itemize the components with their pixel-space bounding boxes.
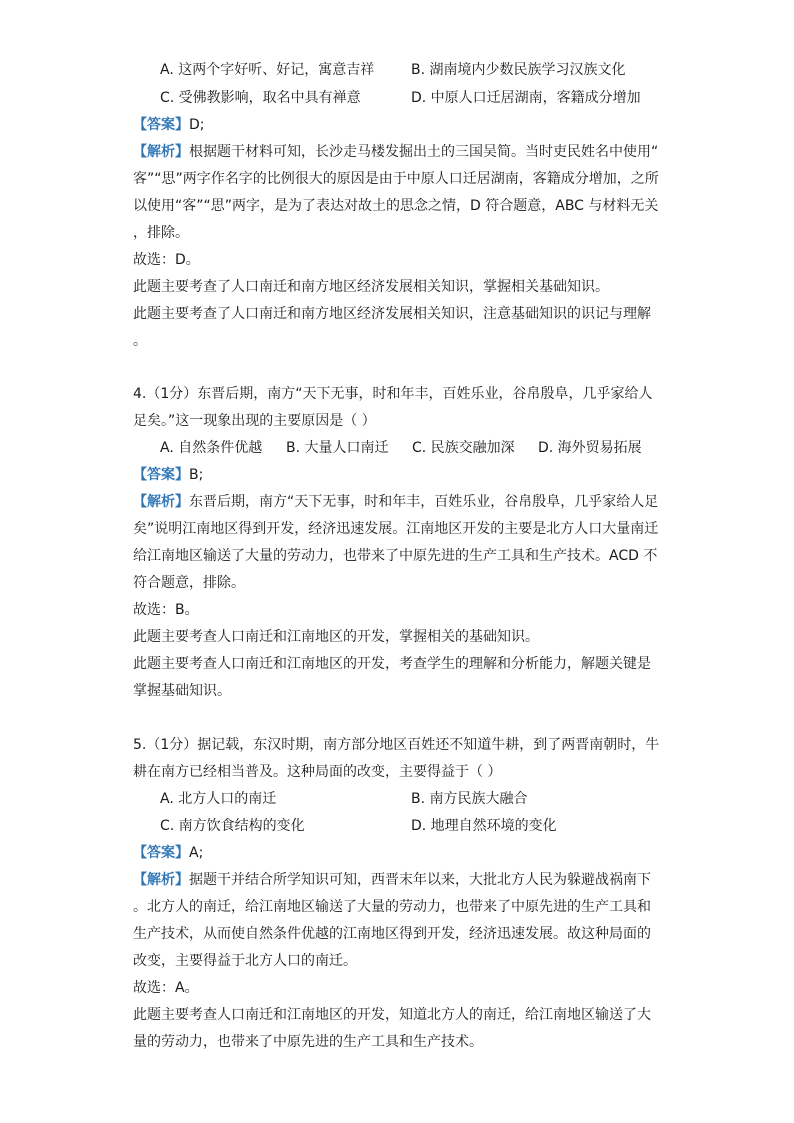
q4-analysis-line [133, 493, 663, 511]
q3-analysis-line: ，排除。 [133, 225, 189, 241]
q4-note: 此题主要考查人口南迁和江南地区的开发，考查学生的理解和分析能力，解题关键是 [133, 656, 651, 672]
q4-option-d: D. 海外贸易拓展 [538, 440, 642, 456]
analysis-tag: 【解析】 [133, 494, 189, 510]
q5-note: 此题主要考查人口南迁和江南地区的开发，知道北方人的南迁，给江南地区输送了大 [133, 1007, 651, 1023]
q5-answer [133, 844, 663, 862]
answer-tag: 【答案】 [133, 845, 189, 861]
analysis-tag: 【解析】 [133, 872, 189, 888]
q4-answer [133, 466, 663, 484]
q4-analysis-line: 符合题意，排除。 [133, 575, 245, 591]
q5-stem: 5.（1分）据记载，东汉时期，南方部分地区百姓还不知道牛耕，到了两晋南朝时，牛 [133, 737, 660, 753]
q4-note: 此题主要考查人口南迁和江南地区的开发，掌握相关的基础知识。 [133, 629, 539, 645]
q3-option-b: B. 湖南境内少数民族学习汉族文化 [411, 62, 626, 78]
analysis-tag: 【解析】 [133, 144, 189, 160]
q3-note: 此题主要考查了人口南迁和南方地区经济发展相关知识，注意基础知识的识记与理解 [133, 306, 651, 322]
analysis-text: 东晋后期，南方“天下无事，时和年丰，百姓乐业，谷帛殷阜，几乎家给人足 [189, 494, 659, 510]
q3-analysis-line [133, 143, 663, 161]
answer-value: D; [189, 117, 205, 133]
q3-option-c: C. 受佛教影响，取名中具有禅意 [160, 90, 361, 106]
q5-analysis-line: 生产技术，从而使自然条件优越的江南地区得到开发，经济迅速发展。故这种局面的 [133, 926, 651, 942]
q3-note: 。 [133, 333, 147, 349]
q5-analysis-line: 改变，主要得益于北方人口的南迁。 [133, 953, 357, 969]
q5-option-b: B. 南方民族大融合 [411, 791, 528, 807]
answer-tag: 【答案】 [133, 467, 189, 483]
q4-analysis-line: 给江南地区输送了大量的劳动力，也带来了中原先进的生产工具和生产技术。ACD 不 [133, 548, 658, 564]
q5-stem: 耕在南方已经相当普及。这种局面的改变，主要得益于（ ） [133, 764, 502, 780]
analysis-text: 根据题干材料可知，长沙走马楼发掘出土的三国吴简。当时吏民姓名中使用“ [189, 144, 659, 160]
q4-option-b: B. 大量人口南迁 [286, 440, 389, 456]
q5-analysis-line [133, 871, 663, 889]
q5-option-a: A. 北方人口的南迁 [160, 791, 277, 807]
q4-option-c: C. 民族交融加深 [412, 440, 515, 456]
q3-option-d: D. 中原人口迁居湖南，客籍成分增加 [411, 90, 641, 106]
q3-analysis-line: 以使用“客”“思”两字，是为了表达对故土的思念之情，D 符合题意，ABC 与材料无关 [133, 198, 659, 214]
q5-option-c: C. 南方饮食结构的变化 [160, 818, 305, 834]
q4-stem: 4.（1分）东晋后期，南方“天下无事，时和年丰，百姓乐业，谷帛殷阜，几乎家给人 [133, 386, 653, 402]
q5-note: 量的劳动力，也带来了中原先进的生产工具和生产技术。 [133, 1034, 483, 1050]
q4-choose: 故选：B。 [133, 602, 199, 618]
q4-analysis-line: 矣”说明江南地区得到开发，经济迅速发展。江南地区开发的主要是北方人口大量南迁 [133, 521, 659, 537]
q4-stem: 足矣。”这一现象出现的主要原因是（ ） [133, 413, 376, 429]
answer-tag: 【答案】 [133, 117, 189, 133]
analysis-text: 据题干并结合所学知识可知，西晋末年以来，大批北方人民为躲避战祸南下 [189, 872, 651, 888]
q3-answer [133, 116, 663, 134]
q5-option-d: D. 地理自然环境的变化 [411, 818, 557, 834]
q3-choose: 故选：D。 [133, 252, 200, 268]
q3-note: 此题主要考查了人口南迁和南方地区经济发展相关知识，掌握相关基础知识。 [133, 279, 609, 295]
q4-note: 掌握基础知识。 [133, 683, 231, 699]
answer-value: B; [189, 467, 204, 483]
q4-option-a: A. 自然条件优越 [160, 440, 263, 456]
answer-value: A; [189, 845, 204, 861]
q3-option-a: A. 这两个字好听、好记，寓意吉祥 [160, 62, 375, 78]
q5-analysis-line: 。北方人的南迁，给江南地区输送了大量的劳动力，也带来了中原先进的生产工具和 [133, 899, 651, 915]
q5-choose: 故选：A。 [133, 980, 199, 996]
q3-analysis-line: 客”“思”两字作名字的比例很大的原因是由于中原人口迁居湖南，客籍成分增加，之所 [133, 171, 659, 187]
